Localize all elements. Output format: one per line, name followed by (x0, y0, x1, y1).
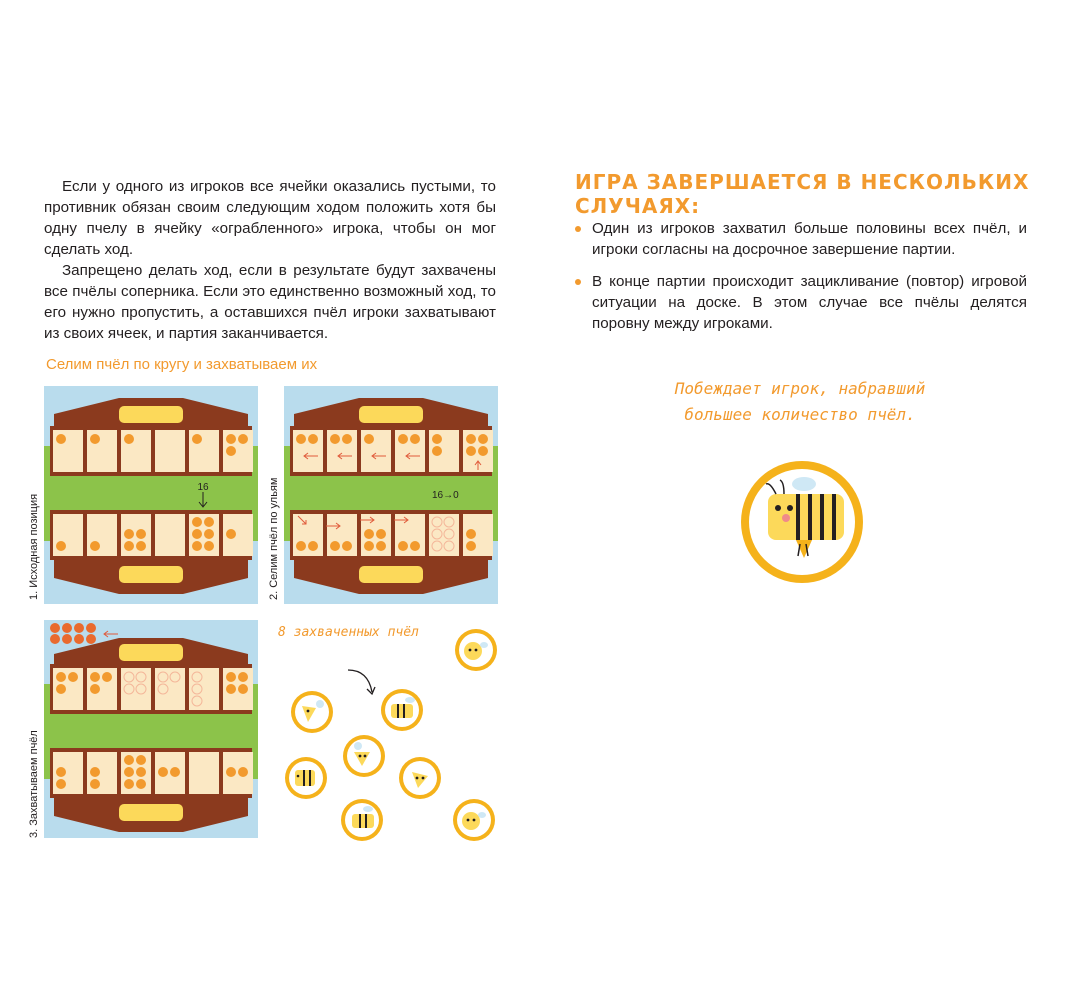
bee-token-icon (290, 690, 334, 734)
captured-bees-label: 8 захваченных пчёл (278, 625, 419, 640)
bee-token-icon (342, 734, 386, 778)
paragraph-empty-cells: Если у одного из игроков все ячейки оказались пустыми, то противник обязан своим следующим ходом положить хотя бы одну пчелу в ячейку «ограбленного» игрока, чтобы он мог сделать ход. (44, 178, 496, 258)
figure-caption: Селим пчёл по кругу и захватываем их (46, 356, 318, 373)
bee-token-icon (284, 756, 328, 800)
board1-marker: 16 (197, 482, 209, 493)
bee-token-icon (452, 798, 496, 842)
board-sowing (284, 386, 498, 604)
board-initial-position (44, 386, 258, 604)
list-item: Один из игроков захватил больше половины всех пчёл, и игроки согласны на досрочное завершение партии. (575, 218, 1027, 260)
bullet-icon (575, 279, 581, 285)
list-item: В конце партии происходит зацикливание (повтор) игровой ситуации на доске. В этом случае все пчёлы делятся поровну между игроками. (575, 271, 1027, 334)
bee-token-icon (380, 688, 424, 732)
board1-label: 1. Исходная позиция (28, 493, 40, 600)
board2-label: 2. Селим пчёл по ульям (268, 477, 280, 600)
end-conditions-list (575, 218, 1027, 345)
bee-token-icon (340, 798, 384, 842)
winner-note: Побеждает игрок, набравший большее количество пчёл. (674, 379, 926, 424)
board-capture (44, 620, 258, 838)
paragraph-forbidden-move: Запрещено делать ход, если в результате будут захвачены все пчёлы соперника. Если это единственно возможный ход, то его нужно пропустить, а оставшихся пчёл игроки захватывают из своих ячеек, и партия заканчивается. (44, 262, 496, 342)
bee-token-icon (398, 756, 442, 800)
large-bee-token-icon (740, 460, 864, 584)
bee-token-icon (454, 628, 498, 672)
curved-arrow-icon (344, 664, 380, 700)
section-heading: ИГРА ЗАВЕРШАЕТСЯ В НЕСКОЛЬКИХ СЛУЧАЯХ: (575, 170, 1030, 218)
board3-label: 3. Захватываем пчёл (28, 730, 40, 838)
bullet-icon (575, 226, 581, 232)
board2-marker: 16→0 (432, 490, 459, 501)
